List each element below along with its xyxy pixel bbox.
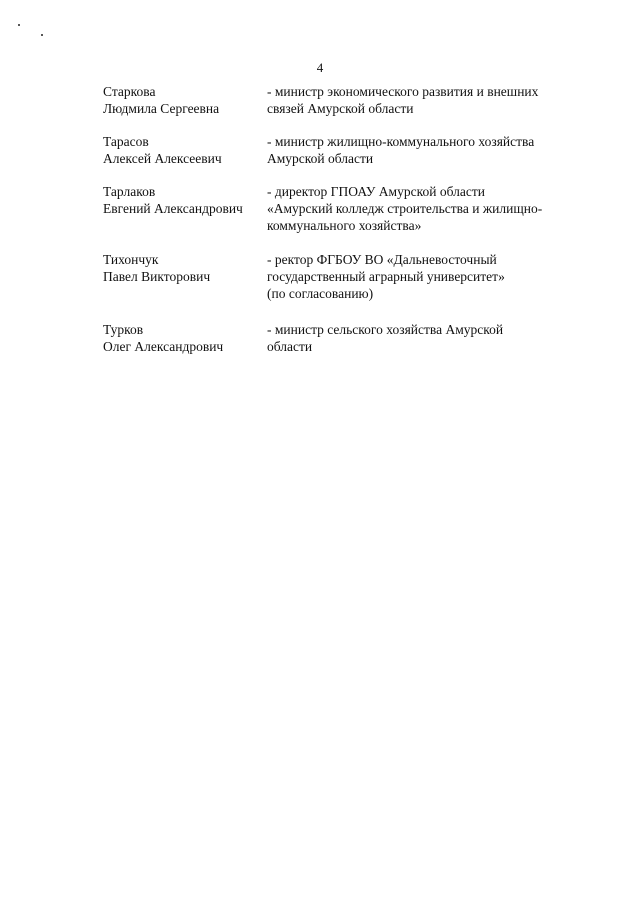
- member-name: [103, 133, 267, 167]
- member-surname: Тихончук: [103, 252, 159, 267]
- member-given-names: Евгений Александрович: [103, 201, 243, 216]
- member-role-line: - директор ГПОАУ Амурской области: [267, 184, 485, 199]
- member-surname: Старкова: [103, 84, 156, 99]
- member-role-line: «Амурский колледж строительства и жилищно-: [267, 201, 543, 216]
- member-entry: [103, 321, 583, 355]
- member-entry: [103, 183, 583, 234]
- member-role-line: государственный аграрный университет»: [267, 269, 505, 284]
- member-entry: [103, 83, 583, 117]
- member-role: [267, 83, 583, 117]
- scan-speck: [41, 34, 43, 36]
- member-surname: Турков: [103, 322, 144, 337]
- page-number: 4: [316, 60, 324, 75]
- member-role: [267, 321, 583, 355]
- scan-speck: [18, 24, 20, 26]
- member-role-line: Амурской области: [267, 151, 374, 166]
- member-given-names: Людмила Сергеевна: [103, 101, 220, 116]
- member-role-line: - министр экономического развития и внешних: [267, 84, 539, 99]
- member-surname: Тарасов: [103, 134, 149, 149]
- member-given-names: Павел Викторович: [103, 269, 211, 284]
- member-name: [103, 251, 267, 302]
- member-name: [103, 321, 267, 355]
- member-role-line: связей Амурской области: [267, 101, 414, 116]
- member-role-line: - ректор ФГБОУ ВО «Дальневосточный: [267, 252, 497, 267]
- member-entry: [103, 133, 583, 167]
- member-role: [267, 183, 583, 234]
- member-role-line: - министр жилищно-коммунального хозяйства: [267, 134, 535, 149]
- member-role-line: (по согласованию): [267, 286, 374, 301]
- member-name: [103, 83, 267, 117]
- member-role: [267, 133, 583, 167]
- member-role: [267, 251, 583, 302]
- member-role-line: области: [267, 339, 313, 354]
- member-role-line: коммунального хозяйства»: [267, 218, 422, 233]
- member-role-line: - министр сельского хозяйства Амурской: [267, 322, 504, 337]
- member-entry: [103, 251, 583, 302]
- member-list: [103, 83, 583, 355]
- member-name: [103, 183, 267, 234]
- member-given-names: Олег Александрович: [103, 339, 224, 354]
- member-surname: Тарлаков: [103, 184, 156, 199]
- member-given-names: Алексей Алексеевич: [103, 151, 222, 166]
